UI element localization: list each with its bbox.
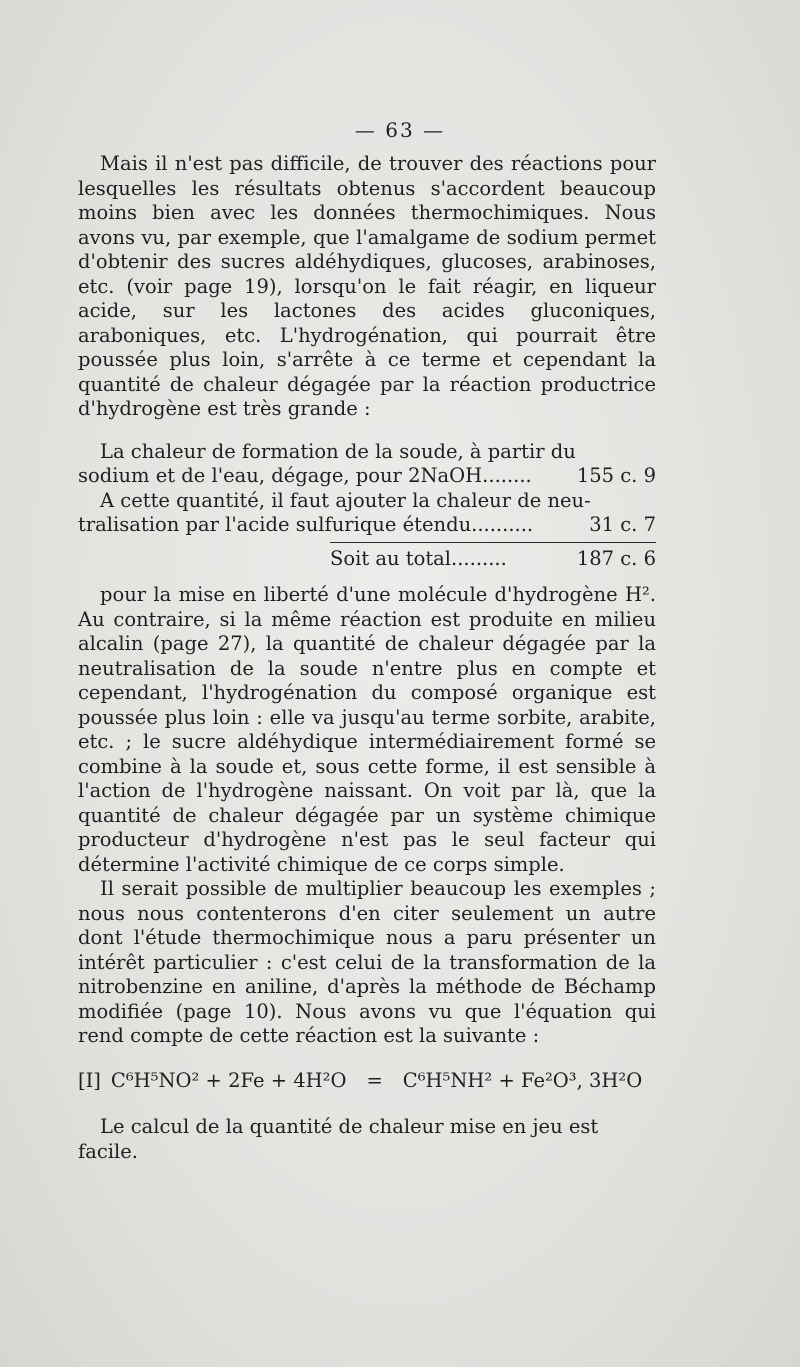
- body-text: [78, 152, 656, 1164]
- calc-row2-value: 31 c. 7: [589, 513, 656, 536]
- calc-row1: [78, 464, 656, 489]
- calc-row2: [78, 513, 656, 538]
- paragraph-closing: Le calcul de la quantité de chaleur mise en jeu est facile.: [78, 1115, 599, 1163]
- page-number: — 63 —: [354, 118, 446, 142]
- paragraph-alkaline: pour la mise en liberté d'une molécule d'hydrogène H². Au contraire, si la même réaction est produite en milieu alcalin (page 27), la quantité de chaleur dégagée par la neutralisation de la soude n'entre plus en compte et cependant, l'hydrogénation du composé organique est poussée plus loin : elle va jusqu'au terme sorbite, arabite, etc. ; le sucre aldéhydique intermédiairement formé se combine à la soude et, sous cette forme, il est sensible à l'action de l'hydrogène naissant. On voit par là, que la quantité de chaleur dégagée par un système chimique producteur d'hydrogène n'est pas le seul facteur qui détermine l'activité chimique de ce corps simple.: [78, 583, 656, 876]
- equation-sign: =: [366, 1068, 383, 1092]
- calc-row1-line1: La chaleur de formation de la soude, à partir du: [100, 439, 576, 463]
- calc-row2-line1: A cette quantité, il faut ajouter la chaleur de neu-: [100, 488, 591, 512]
- paragraph-example: Il serait possible de multiplier beaucoup les exemples ; nous nous contenterons d'en citer seulement un autre dont l'étude thermochimique nous a paru présenter un intérêt particulier : c'est celui de la transformation de la nitrobenzine en aniline, d'après la méthode de Béchamp modifiée (page 10). Nous avons vu que l'équation qui rend compte de cette réaction est la suivante :: [78, 877, 656, 1047]
- calc-total-label: Soit au total.........: [330, 546, 507, 570]
- equation-rhs: C⁶H⁵NH² + Fe²O³, 3H²O: [402, 1068, 643, 1092]
- calc-row1-line2: sodium et de l'eau, dégage, pour 2NaOH........: [78, 464, 532, 487]
- calc-total-value: 187 c. 6: [576, 546, 656, 570]
- calc-row1-value: 155 c. 9: [576, 464, 656, 487]
- calc-row2-line2: tralisation par l'acide sulfurique étendu..........: [78, 513, 534, 536]
- chemical-equation: [78, 1069, 656, 1094]
- calc-total: [330, 542, 656, 572]
- heat-calculation: [78, 440, 656, 572]
- paragraph-intro: Mais il n'est pas difficile, de trouver des réactions pour lesquelles les résultats obtenus s'accordent beaucoup moins bien avec les données thermochimiques. Nous avons vu, par exemple, que l'amalgame de sodium permet d'obtenir des sucres aldéhydiques, glucoses, arabinoses, etc. (voir page 19), lorsqu'on le fait réagir, en liqueur acide, sur les lactones des acides gluconiques, araboniques, etc. L'hydrogénation, qui pourrait être poussée plus loin, s'arrête à ce terme et cependant la quantité de chaleur dégagée par la réaction productrice d'hydrogène est très grande :: [78, 152, 656, 420]
- equation-lhs: C⁶H⁵NO² + 2Fe + 4H²O: [110, 1068, 347, 1092]
- equation-tag: [I]: [78, 1068, 101, 1092]
